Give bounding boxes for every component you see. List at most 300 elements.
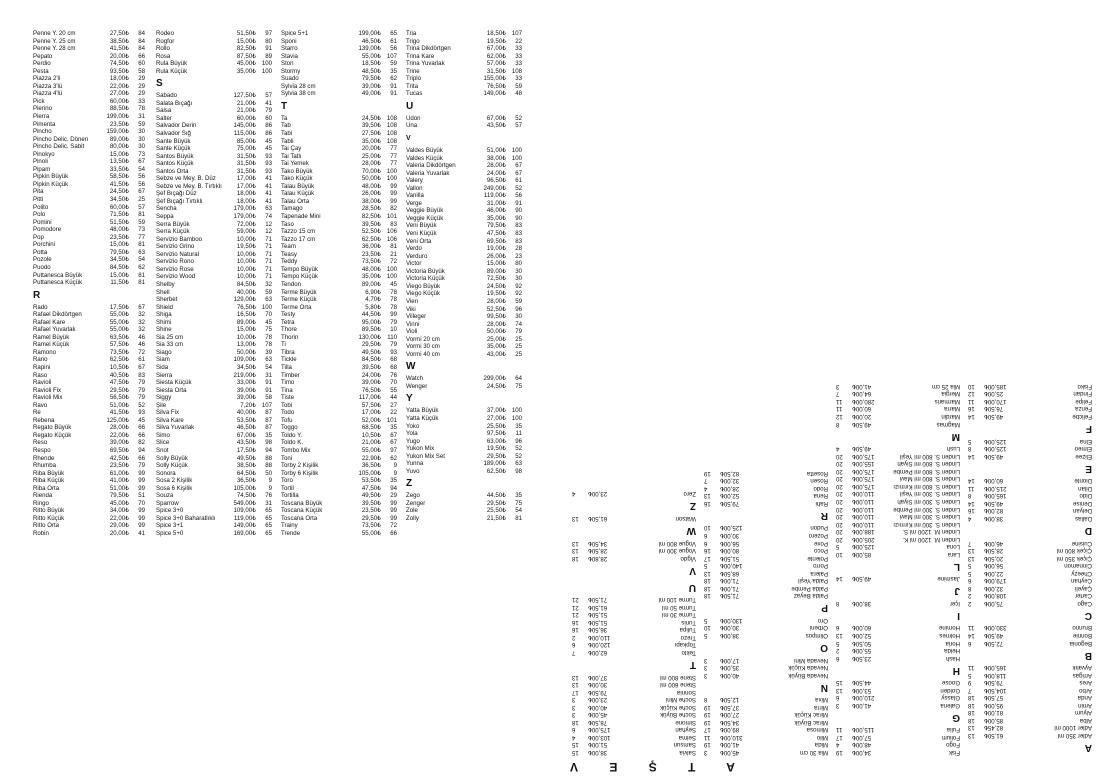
product-page-number: 67 (515, 169, 522, 177)
product-page-number: 13 (572, 539, 579, 547)
product-name: Robin (33, 530, 49, 537)
product-name: Mida (814, 741, 828, 749)
product-name: Porro (813, 562, 828, 570)
product-price: 72,50₺ (984, 639, 1004, 647)
product-page-number: 21 (572, 596, 579, 604)
product-price: 29,50₺ (486, 452, 506, 460)
product-price: 89,00₺ (109, 135, 129, 143)
product-price: 38,50₺ (109, 37, 129, 45)
product-name: Slice (156, 439, 170, 447)
product-name: Amin (1078, 701, 1092, 709)
product-page-number: 110 (387, 333, 397, 341)
product-name: Regato Büyük (33, 424, 72, 432)
price-list-row (406, 147, 522, 155)
price-list-row (968, 413, 1092, 421)
product-page-number: 14 (968, 452, 975, 460)
product-page-number: 83 (138, 371, 145, 379)
product-page-number: 19 (704, 469, 711, 477)
product-name: Mirac Büyük (794, 718, 828, 726)
product-price: 175,00₺ (852, 452, 875, 460)
product-page-number: 77 (390, 160, 397, 168)
product-page-number: 67 (515, 162, 522, 170)
product-page-number: 3 (572, 703, 576, 711)
product-page-number: 29 (138, 82, 145, 90)
product-page-number: 13 (572, 514, 579, 522)
price-list-row (836, 741, 960, 749)
product-name: Una (406, 122, 418, 130)
price-list-row (406, 430, 522, 438)
left_page-column-1 (33, 30, 145, 538)
product-name: Servizio Wood (156, 273, 196, 281)
price-list-row (406, 53, 522, 61)
price-list-row (33, 136, 145, 144)
product-page-number: 2 (968, 592, 972, 600)
product-price: 125,00₺ (984, 437, 1007, 445)
product-price: 249,00₺ (483, 184, 506, 192)
product-page-number: 2 (572, 633, 576, 641)
product-name: Magmas (936, 420, 960, 428)
product-name: Tako Küçük (281, 175, 313, 183)
product-name: Rado (33, 303, 48, 311)
product-name: Terme Büyük (281, 288, 317, 296)
product-name: Sebze ve Mey. B. Tırtıklı (156, 182, 222, 190)
product-page-number: 81 (138, 211, 145, 219)
section-letter-header: N (820, 681, 828, 693)
product-name: Servizio Rono (156, 258, 194, 266)
product-page-number: 83 (390, 220, 397, 228)
product-name: Yunna (406, 460, 424, 468)
left_page-column-3 (281, 30, 397, 538)
product-price: 33,50₺ (109, 165, 129, 173)
price-list-row (156, 372, 272, 380)
price-list-row (406, 268, 522, 276)
section-letter-header: F (1085, 423, 1092, 435)
product-page-number: 25 (515, 343, 522, 351)
product-page-number: 6 (704, 539, 708, 547)
price-list-row (968, 437, 1092, 445)
product-page-number: 100 (261, 303, 272, 311)
product-name: Potta (33, 248, 48, 256)
product-page-number: 77 (138, 233, 145, 241)
product-name: Sosa 6 Kişilik (156, 484, 193, 492)
product-name: Rula Büyük (156, 60, 188, 68)
product-name: Arrigas (1072, 671, 1092, 679)
product-price: 64,00₺ (852, 390, 872, 398)
product-name: Solly Büyük (156, 454, 188, 462)
product-price: 175,00₺ (852, 475, 875, 483)
product-price: 49,50₺ (236, 454, 256, 462)
price-list-row (406, 445, 522, 453)
product-name: Dionte (1074, 477, 1092, 485)
product-page-number: 99 (390, 507, 397, 515)
product-page-number: 67 (138, 363, 145, 371)
price-list-row (406, 192, 522, 200)
price-list-row (968, 592, 1092, 600)
price-list-row (33, 334, 145, 342)
product-page-number: 20 (836, 460, 843, 468)
product-page-number: 11 (704, 733, 711, 741)
price-list-row (281, 190, 397, 198)
product-price: 35,00₺ (361, 137, 381, 145)
price-list-row (968, 716, 1092, 724)
product-price: 81,00₺ (984, 709, 1004, 717)
product-price: 170,00₺ (984, 397, 1007, 405)
price-list-row (156, 145, 272, 153)
price-list-row (33, 424, 145, 432)
price-list-row (156, 228, 272, 236)
product-page-number: 80 (265, 37, 272, 45)
product-name: Salsa (156, 107, 172, 115)
product-price: 215,00₺ (984, 484, 1007, 492)
product-price: 41,50₺ (109, 409, 129, 417)
product-price: 129,00₺ (233, 296, 256, 304)
product-name: Soche Mini (665, 696, 696, 704)
product-page-number: 94 (138, 446, 145, 454)
price-list-row (281, 387, 397, 395)
product-name: Silva Kare (156, 416, 184, 424)
product-page-number: 16 (704, 499, 711, 507)
product-page-number: 94 (390, 484, 397, 492)
price-list-row (406, 162, 522, 170)
price-list-row (156, 462, 272, 470)
product-page-number: 14 (968, 477, 975, 485)
product-price: 4,70₺ (365, 296, 381, 304)
price-list-row (156, 311, 272, 319)
product-page-number: 62 (390, 75, 397, 83)
product-page-number: 46 (138, 333, 145, 341)
price-list-row (968, 569, 1092, 577)
product-page-number: 5 (704, 562, 708, 570)
price-list-row (281, 258, 397, 266)
product-price: 18,50₺ (361, 60, 381, 68)
product-price: 39,50₺ (361, 220, 381, 228)
product-price: 38,50₺ (236, 462, 256, 470)
product-name: Linden S. 300 ml Kırmızı (893, 520, 960, 528)
product-page-number: 65 (265, 507, 272, 515)
product-price: 38,00₺ (361, 197, 381, 205)
product-page-number: 65 (265, 522, 272, 530)
product-page-number: 100 (511, 407, 522, 415)
product-page-number: 59 (138, 218, 145, 226)
product-name: Veni Büyük (406, 222, 437, 230)
product-name: Talau Küçük (281, 190, 315, 198)
product-name: Rhende (33, 454, 55, 462)
price-list-row (281, 228, 397, 236)
product-page-number: 5 (968, 437, 972, 445)
product-price: 34,50₺ (109, 256, 129, 264)
product-page-number: 54 (138, 256, 145, 264)
product-name: Helda (944, 647, 960, 655)
product-name: Sida (156, 363, 169, 371)
price-list-row (968, 507, 1092, 515)
product-price: 95,00₺ (984, 701, 1004, 709)
product-page-number: 61 (138, 356, 145, 364)
product-page-number: 19 (704, 718, 711, 726)
product-page-number: 18 (704, 592, 711, 600)
product-name: Tai Tatlı (281, 152, 302, 160)
price-list-row (281, 90, 397, 98)
price-list-row (281, 130, 397, 138)
product-name: Sylvia 38 cm (281, 90, 316, 98)
product-price: 175,00₺ (852, 467, 875, 475)
product-price: 58,50₺ (109, 173, 129, 181)
price-list-row (572, 733, 696, 741)
product-name: Holmes (939, 631, 960, 639)
product-name: Lush (946, 445, 960, 453)
product-name: Tazzo 17 cm (281, 235, 316, 243)
price-list-row (572, 748, 696, 756)
price-list-row (33, 143, 145, 151)
product-page-number: 35 (515, 492, 522, 500)
product-name: Rogfor (156, 37, 175, 45)
product-name: Re (33, 409, 41, 417)
product-name: Pipkin Büyük (33, 173, 69, 181)
product-page-number: 90 (515, 207, 522, 215)
product-price: 68,50₺ (361, 424, 381, 432)
price-list-row (704, 477, 828, 485)
price-list-row (156, 130, 272, 138)
product-price: 78,50₺ (588, 718, 608, 726)
product-price: 39,50₺ (361, 363, 381, 371)
product-name: Ramono (33, 348, 57, 356)
product-page-number: 45 (265, 318, 272, 326)
product-name: Tab (281, 122, 291, 130)
price-list-row (836, 543, 960, 551)
product-page-number: 4 (704, 484, 708, 492)
product-name: Selma (678, 733, 696, 741)
product-name: Tamago (281, 205, 303, 213)
product-name: Goose (942, 679, 960, 687)
product-page-number: 100 (386, 167, 397, 175)
product-price: 26,00₺ (361, 190, 381, 198)
product-price: 43,50₺ (236, 439, 256, 447)
product-price: 310,00₺ (720, 733, 743, 741)
product-price: 44,50₺ (486, 492, 506, 500)
product-name: Seyhan (675, 726, 696, 734)
price-list-row (33, 462, 145, 470)
price-list-row (156, 439, 272, 447)
product-name: Yugo (406, 437, 420, 445)
price-list-row (281, 30, 397, 38)
product-name: Verge (406, 199, 422, 207)
product-price: 55,00₺ (109, 326, 129, 334)
product-name: Shell (156, 288, 170, 296)
product-name: Ayvalık (1072, 664, 1092, 672)
product-page-number: 30 (515, 267, 522, 275)
product-name: Arbo (1079, 686, 1092, 694)
product-name: Valeria Yuvarlak (406, 169, 450, 177)
product-price: 49,50₺ (852, 420, 872, 428)
price-list-row (281, 160, 397, 168)
price-list-row (572, 741, 696, 749)
price-list-row (33, 507, 145, 515)
product-name: Regato Küçük (33, 431, 72, 439)
price-list-row (33, 500, 145, 508)
product-name: Linden S. 300 ml Mavi (899, 513, 960, 521)
product-price: 45,00₺ (720, 749, 740, 756)
product-name: Tucas (406, 90, 423, 98)
product-name: Yatta Küçük (406, 414, 439, 422)
product-price: 105,00₺ (358, 469, 381, 477)
price-list-row (33, 477, 145, 485)
product-name: Shield (156, 303, 173, 311)
product-price: 32,00₺ (984, 584, 1004, 592)
product-name: Servizio Grino (156, 243, 195, 251)
product-price: 188,00₺ (852, 528, 875, 536)
product-page-number: 17 (572, 688, 579, 696)
price-list-row (836, 513, 960, 521)
price-list-row (572, 547, 696, 555)
price-list-row (406, 260, 522, 268)
product-price: 31,50₺ (236, 167, 256, 175)
product-price: 39,00₺ (361, 379, 381, 387)
price-list-row (33, 356, 145, 364)
price-list-row (281, 530, 397, 538)
product-price: 22,00₺ (109, 82, 129, 90)
product-page-number: 13 (968, 547, 975, 555)
price-list-row (968, 664, 1092, 672)
price-list-row (572, 718, 696, 726)
product-page-number: 19 (704, 741, 711, 749)
product-price: 46,50₺ (236, 424, 256, 432)
product-price: 110,00₺ (852, 520, 875, 528)
price-list-row (281, 341, 397, 349)
product-name: Penne Y. 20 cm (33, 30, 76, 37)
product-name: Pita (33, 188, 44, 196)
product-page-number: 8 (836, 420, 840, 428)
price-list-row (156, 424, 272, 432)
product-name: Tobi (281, 401, 293, 409)
product-page-number: 17 (836, 733, 843, 741)
product-page-number: 50 (265, 469, 272, 477)
price-list-row (33, 470, 145, 478)
product-name: Timber (281, 371, 300, 379)
price-list-row (406, 38, 522, 46)
product-price: 43,50₺ (486, 122, 506, 130)
product-price: 110,00₺ (852, 497, 875, 505)
product-page-number: 72 (390, 258, 397, 266)
product-name: Teddy (281, 258, 298, 266)
product-price: 175,00₺ (588, 726, 611, 734)
product-name: Yuvo (406, 467, 420, 475)
product-page-number: 8 (836, 599, 840, 607)
product-price: 13,50₺ (109, 158, 129, 166)
price-list-row (33, 409, 145, 417)
product-name: Spice 3+0 (156, 507, 184, 515)
product-price: 67,00₺ (486, 114, 506, 122)
product-name: Serra Büyük (156, 220, 190, 228)
price-list-row (406, 500, 522, 508)
product-page-number: 71 (265, 243, 272, 251)
price-list-row (704, 524, 828, 532)
product-name: Rafael Kare (33, 318, 66, 326)
product-price: 45,00₺ (109, 499, 129, 507)
price-list-row (572, 681, 696, 689)
price-list-row (33, 121, 145, 129)
product-price: 30,00₺ (720, 531, 740, 539)
product-page-number: 4 (836, 741, 840, 749)
product-name: Santos Küçük (156, 160, 194, 168)
product-price: 23,50₺ (109, 120, 129, 128)
price-list-row (406, 468, 522, 476)
product-page-number: 14 (836, 575, 843, 583)
product-page-number: 79 (265, 107, 272, 115)
product-price: 40,00₺ (236, 288, 256, 296)
product-price: 40,00₺ (720, 671, 740, 679)
product-name: Pincho Delic. Sabit (33, 143, 85, 151)
price-list-row (572, 596, 696, 604)
price-list-row (968, 631, 1092, 639)
product-name: Reso (33, 439, 48, 447)
product-page-number: 22 (515, 37, 522, 45)
product-page-number: 98 (515, 467, 522, 475)
price-list-row (704, 664, 828, 672)
price-list-row (968, 562, 1092, 570)
price-list-row (836, 733, 960, 741)
price-list-row (968, 679, 1092, 687)
product-name: Rhumba (33, 462, 57, 470)
product-page-number: 20 (836, 520, 843, 528)
price-list-row (704, 741, 828, 749)
price-list-row (572, 641, 696, 649)
product-page-number: 52 (515, 445, 522, 453)
price-list-row (281, 409, 397, 417)
product-page-number: 3 (704, 671, 708, 679)
product-name: Torby 2 Kişilik (281, 462, 319, 470)
product-page-number: 77 (390, 152, 397, 160)
product-page-number: 83 (515, 230, 522, 238)
price-list-row (281, 68, 397, 76)
product-name: Wenger (406, 382, 428, 390)
product-price: 37,00₺ (486, 407, 506, 415)
product-name: Nevada Mini (794, 656, 828, 664)
product-page-number: 66 (138, 454, 145, 462)
section-letter-header: M (951, 430, 960, 442)
price-list-row (156, 160, 272, 168)
product-page-number: 15 (572, 749, 579, 756)
product-name: Polo (33, 211, 46, 219)
product-name: Riba Orta (33, 484, 60, 492)
product-page-number: 82 (390, 205, 397, 213)
product-name: Solly Küçük (156, 462, 188, 470)
price-list-row (406, 60, 522, 68)
product-page-number: 5 (968, 569, 972, 577)
product-page-number: 21 (572, 611, 579, 619)
product-price: 63,00₺ (486, 437, 506, 445)
price-list-row (33, 128, 145, 136)
product-price: 76,50₺ (486, 82, 506, 90)
price-list-row (968, 397, 1092, 405)
product-page-number: 11 (515, 430, 522, 438)
product-price: 25,00₺ (486, 335, 506, 343)
price-list-row (33, 158, 145, 166)
product-price: 105,00₺ (233, 484, 256, 492)
price-list-row (33, 60, 145, 68)
product-name: Tekto (681, 648, 696, 656)
product-name: Sonora (156, 469, 176, 477)
product-name: Fenza (1075, 405, 1092, 413)
product-price: 71,50₺ (588, 596, 608, 604)
product-price: 109,00₺ (233, 356, 256, 364)
price-list-row (406, 383, 522, 391)
product-name: Terme Orta (281, 303, 312, 311)
price-list-row (406, 83, 522, 91)
product-page-number: 70 (390, 379, 397, 387)
product-price: 74,50₺ (236, 492, 256, 500)
product-price: 34,50₺ (109, 196, 129, 204)
product-price: 28,00₺ (486, 297, 506, 305)
product-price: 159,00₺ (106, 128, 129, 136)
